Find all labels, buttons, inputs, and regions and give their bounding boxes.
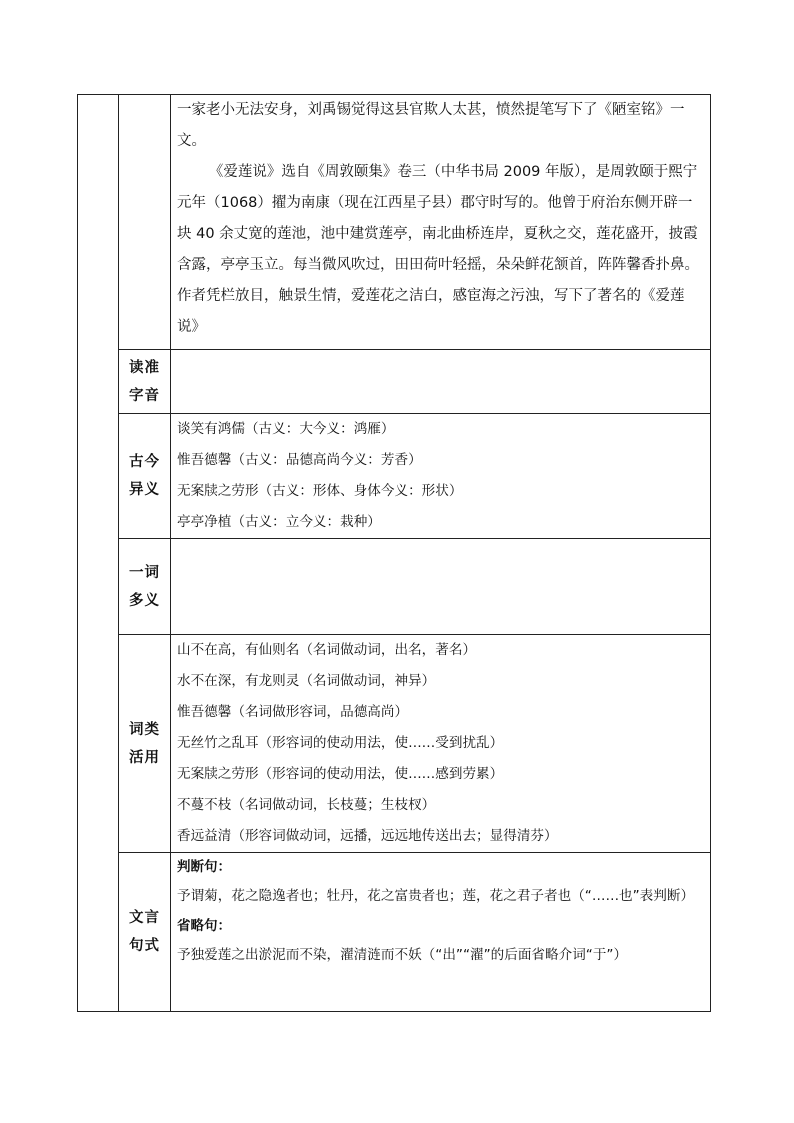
background-row <box>78 95 711 350</box>
ancient-modern-item: 惟吾德馨（古义：品德高尚今义：芳香） <box>177 452 422 468</box>
word-class-item: 无案牍之劳形（形容词的使动用法，使……感到劳累） <box>177 766 504 782</box>
judgment-text: 予谓菊，花之隐逸者也；牡丹，花之富贵者也；莲，花之君子者也（“……也”表判断） <box>177 888 695 904</box>
sentence-pattern-row <box>78 853 711 1012</box>
word-class-item: 水不在深，有龙则灵（名词做动词，神异） <box>177 673 436 689</box>
sentence-pattern-label-cell <box>119 853 171 1012</box>
pronunciation-label: 读准 字音 <box>129 359 160 404</box>
left-margin-column <box>78 95 119 1012</box>
word-class-item: 惟吾德馨（名词做形容词，品德高尚） <box>177 704 409 720</box>
pronunciation-row <box>78 350 711 414</box>
word-class-label-cell <box>119 635 171 853</box>
ancient-modern-content-cell <box>171 414 711 539</box>
sentence-pattern-label: 文言 句式 <box>129 910 160 954</box>
background-paragraph-1: 一家老小无法安身，刘禹锡觉得这县官欺人太甚，愤然提笔写下了《陋室铭》一文。 <box>177 102 685 149</box>
ancient-modern-item: 无案牍之劳形（古义：形体、身体今义：形状） <box>177 483 463 499</box>
polysemy-content-cell <box>171 539 711 635</box>
ancient-modern-item: 亭亭净植（古义：立今义：栽种） <box>177 514 381 530</box>
background-content-cell <box>171 95 711 350</box>
ancient-modern-row <box>78 414 711 539</box>
sentence-pattern-content-cell <box>171 853 711 1012</box>
background-paragraph-2: 《爱莲说》选自《周敦颐集》卷三（中华书局 2009 年版），是周敦颐于熙宁元年（1068）擢为南康（现在江西星子县）郡守时写的。他曾于府治东侧开辟一块 40 余丈宽的莲池，池中建赏莲亭，南北曲桥连岸，夏秋之交，莲花盛开，披霞含露，亭亭玉立。每当微风吹过，田田荷叶轻摇，朵朵鲜花颔首，阵阵馨香扑鼻。作者凭栏放目，触景生情，爱莲花之洁白，感宦海之污浊，写下了著名的《爱莲说》 <box>177 164 699 335</box>
omission-text: 予独爱莲之出淤泥而不染，濯清涟而不妖（“出”“濯”的后面省略介词“于”） <box>177 947 628 963</box>
polysemy-label-cell <box>119 539 171 635</box>
polysemy-row <box>78 539 711 635</box>
omission-heading: 省略句： <box>177 918 231 934</box>
polysemy-label: 一词 多义 <box>129 564 160 609</box>
study-notes-table <box>77 94 711 1012</box>
word-class-row <box>78 635 711 853</box>
word-class-item: 香远益清（形容词做动词，远播，远远地传送出去；显得清芬） <box>177 828 558 844</box>
ancient-modern-item: 谈笑有鸿儒（古义：大今义：鸿雁） <box>177 421 395 437</box>
ancient-modern-label-cell <box>119 414 171 539</box>
background-label-cell <box>119 95 171 350</box>
word-class-content-cell <box>171 635 711 853</box>
judgment-heading: 判断句： <box>177 859 231 875</box>
word-class-label: 词类 活用 <box>129 721 160 766</box>
pronunciation-label-cell <box>119 350 171 414</box>
ancient-modern-label: 古今 异义 <box>129 454 160 498</box>
word-class-item: 山不在高，有仙则名（名词做动词，出名，著名） <box>177 642 477 658</box>
word-class-item: 不蔓不枝（名词做动词，长枝蔓；生枝杈） <box>177 797 436 813</box>
word-class-item: 无丝竹之乱耳（形容词的使动用法，使……受到扰乱） <box>177 735 504 751</box>
pronunciation-content-cell <box>171 350 711 414</box>
